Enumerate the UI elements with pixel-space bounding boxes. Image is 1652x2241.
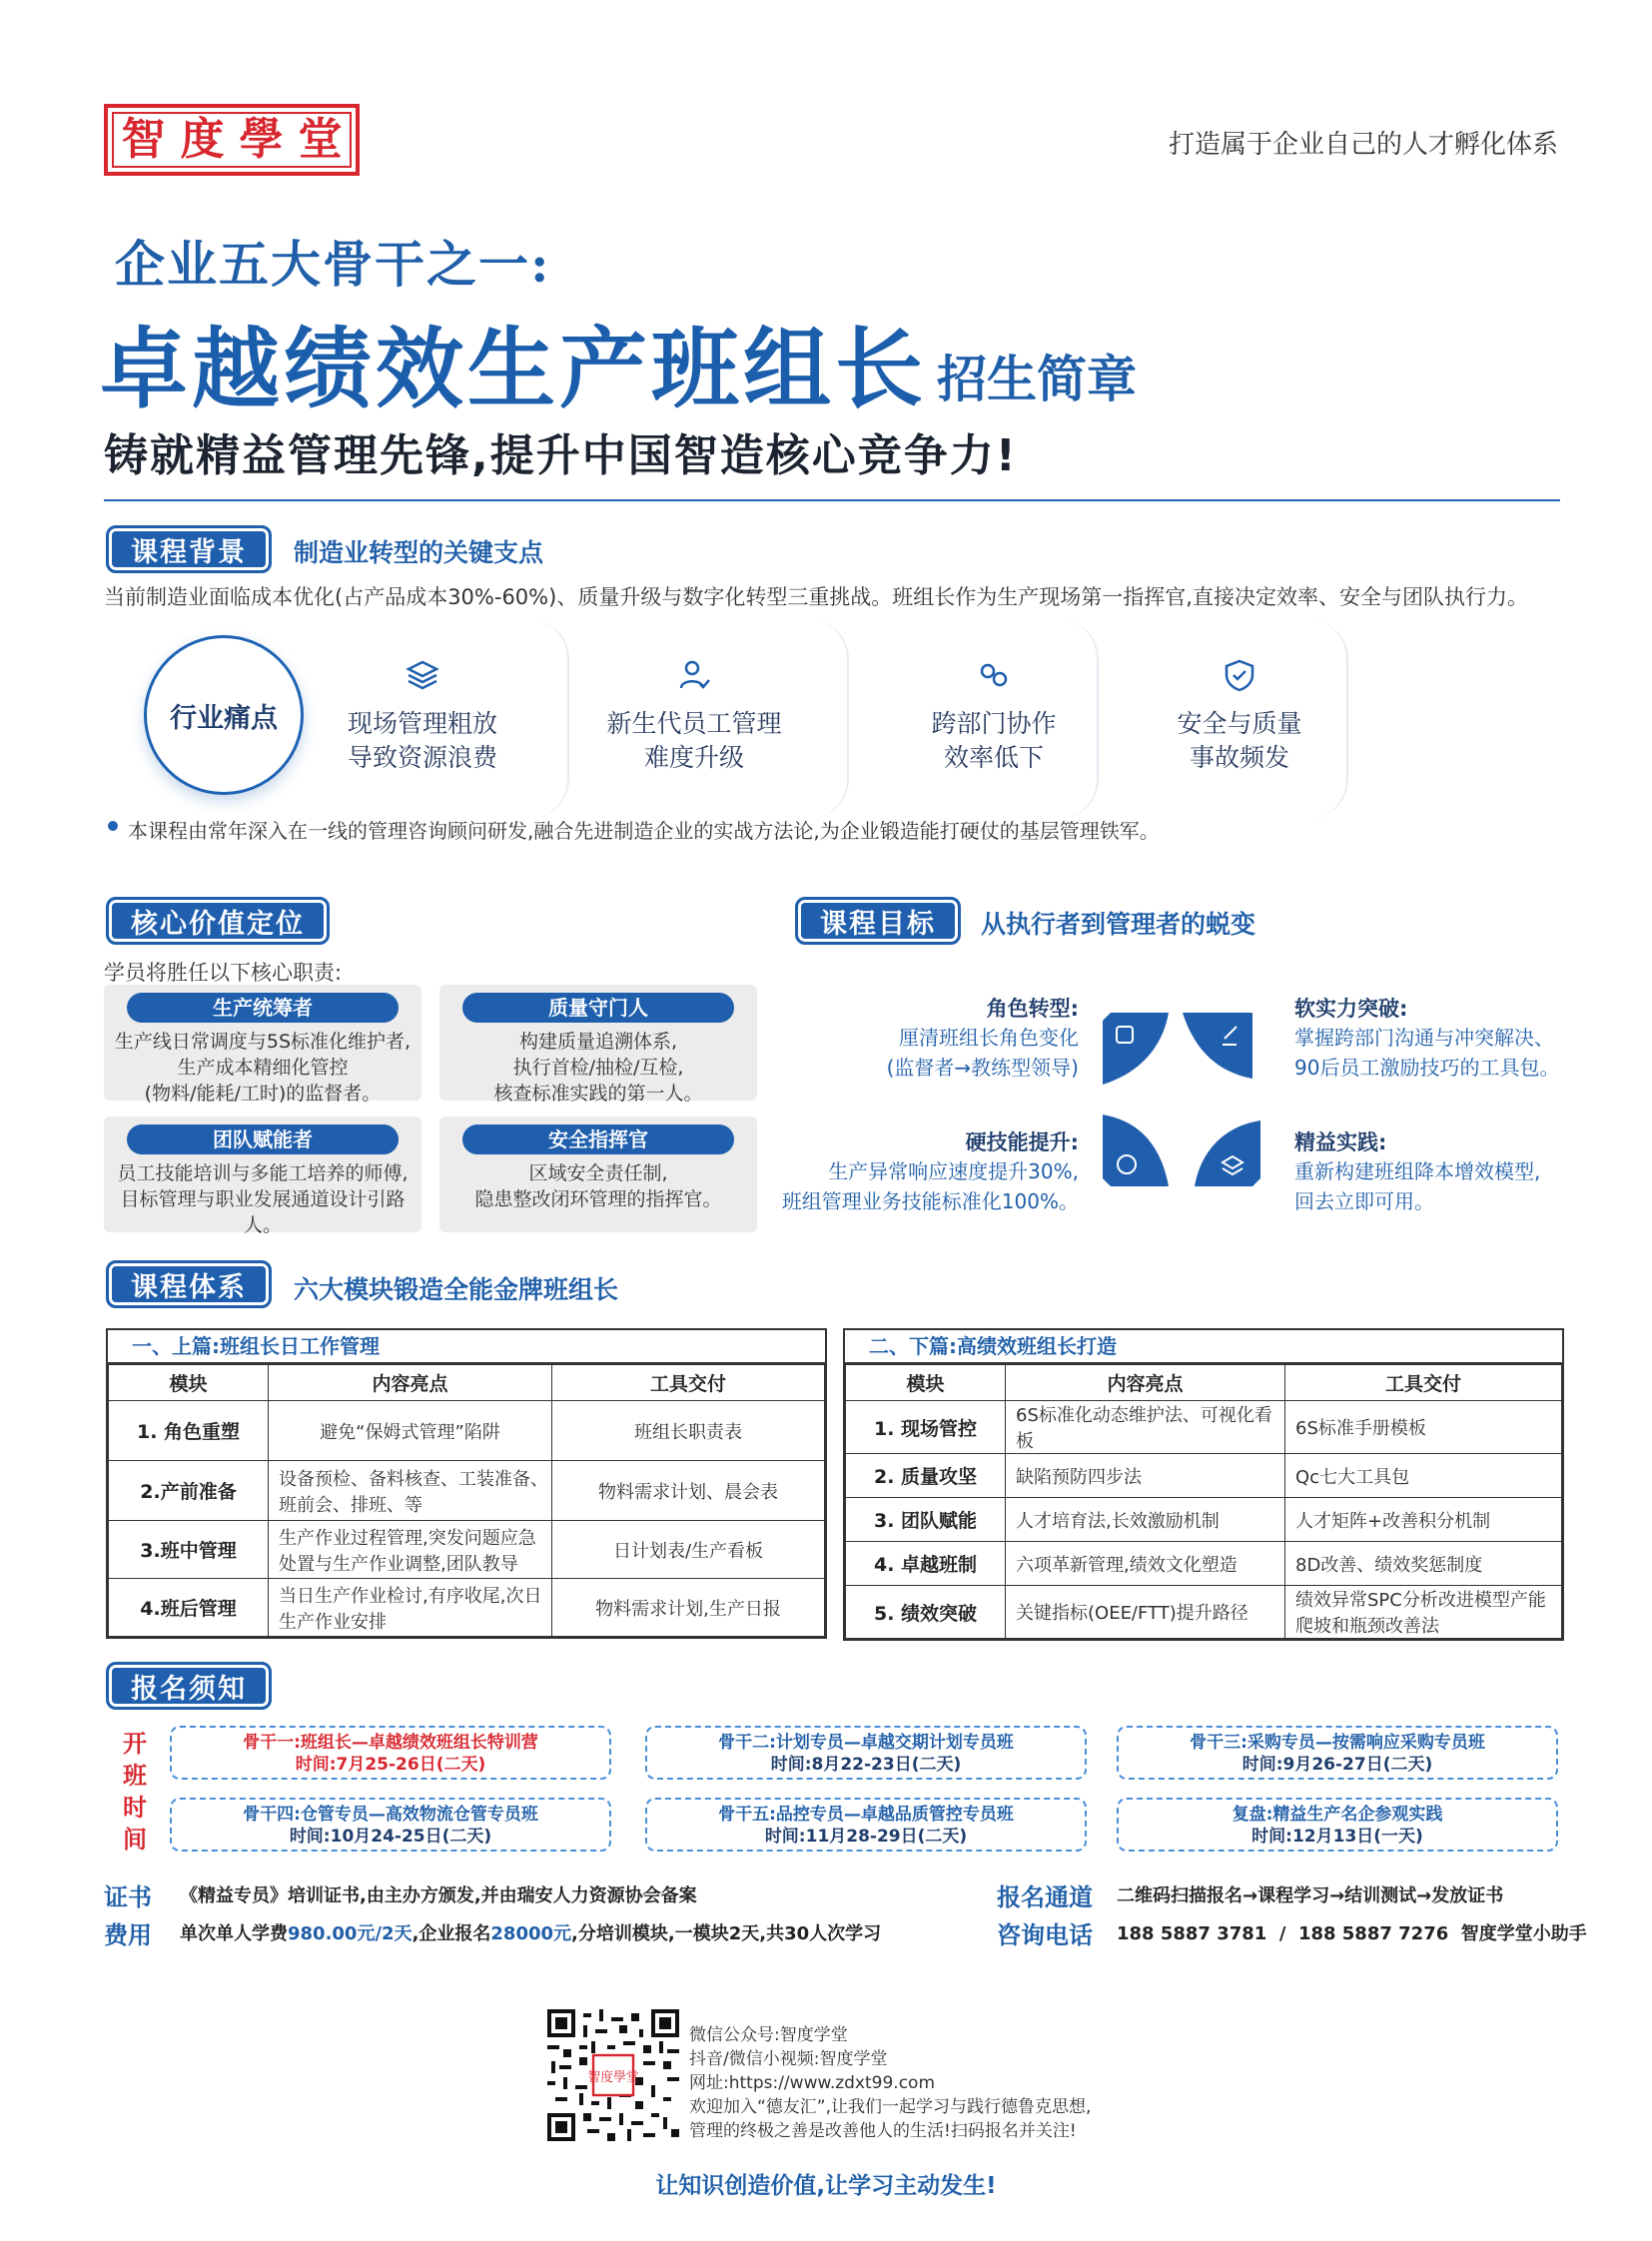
goal-title: 角色转型:: [986, 997, 1079, 1021]
role-line: 区域安全责任制,: [528, 1162, 668, 1184]
module-cell: 2.产前准备: [109, 1461, 269, 1521]
title-suffix: 招生简章: [937, 350, 1137, 408]
contact-line: 管理的终极之善是改善他人的生活!扫码报名并关注!: [689, 2121, 1077, 2141]
class-card: [1117, 1798, 1558, 1852]
module-cell: 1. 角色重塑: [109, 1401, 269, 1461]
fee-price: 28000元: [490, 1923, 572, 1944]
role-title: 安全指挥官: [462, 1124, 734, 1154]
brand-logo-text: [112, 112, 352, 168]
class-name: 骨干二:计划专员—卓越交期计划专员班: [718, 1733, 1014, 1753]
class-card: [645, 1798, 1087, 1852]
table-row: [846, 1498, 1562, 1542]
logo-char: 堂: [298, 114, 343, 165]
content-cell: 人才培育法,长效激励机制: [1006, 1498, 1285, 1542]
table-header-row: [846, 1365, 1562, 1401]
goal-item: [1294, 993, 1594, 1083]
goal-item: [779, 993, 1079, 1083]
table-row: [109, 1461, 825, 1521]
content-cell: 生产作业过程管理,突发问题应急处置与生产作业调整,团队教导: [269, 1521, 552, 1579]
channel-label: 报名通道: [997, 1883, 1093, 1911]
goal-line: 掌握跨部门沟通与冲突解决、: [1294, 1026, 1554, 1050]
class-name: 骨干五:品控专员—卓越品质管控专员班: [718, 1805, 1014, 1825]
module-cell: 4.班后管理: [109, 1579, 269, 1637]
class-name: 骨干一:班组长—卓越绩效班组长特训营: [243, 1733, 538, 1753]
fee-part: ,分培训模块,一模块2天,共30人次学习: [571, 1923, 882, 1944]
section-subtitle-goals: 从执行者到管理者的蜕变: [981, 910, 1256, 939]
curriculum-table-part1: [106, 1328, 827, 1639]
role-line: 核查标准实践的第一人。: [493, 1083, 703, 1105]
column-header: 模块: [846, 1365, 1006, 1401]
fee-part: ,企业报名: [412, 1923, 491, 1944]
link-icon: [976, 657, 1012, 693]
content-cell: 设备预检、备料核查、工装准备、班前会、排班、等: [269, 1461, 552, 1521]
role-title: 质量守门人: [462, 993, 734, 1023]
slogan: 铸就精益管理先锋,提升中国智造核心竞争力!: [104, 430, 1018, 481]
background-text: 当前制造业面临成本优化(占产品成本30%-60%)、质量升级与数字化转型三重挑战。班组长作为生产现场第一指挥官,直接决定效率、安全与团队执行力。: [104, 585, 1528, 609]
section-tag-registration: 报名须知: [106, 1662, 272, 1710]
role-line: 生产线日常调度与5S标准化维护者,: [114, 1031, 412, 1053]
role-line: 隐患整改闭环管理的指挥官。: [474, 1188, 722, 1210]
goal-item: [1294, 1126, 1594, 1216]
pre-title: 企业五大骨干之一:: [115, 235, 551, 294]
goal-item: [779, 1126, 1079, 1216]
role-line: 员工技能培训与多能工培养的师傅,: [117, 1162, 409, 1184]
fee-price: 980.00元/2天: [288, 1923, 413, 1944]
role-card: [439, 985, 757, 1105]
content-cell: 关键指标(OEE/FTT)提升路径: [1006, 1586, 1285, 1639]
pain-point: [579, 631, 809, 775]
role-card: [104, 985, 421, 1105]
fee-part: 单次单人学费: [180, 1923, 288, 1944]
column-header: 内容亮点: [1006, 1365, 1285, 1401]
divider-arc: [809, 619, 849, 819]
channel-text: 二维码扫描报名→课程学习→结训测试→发放证书: [1117, 1885, 1504, 1906]
phone-text: 188 5887 3781 / 188 5887 7276 智度学堂小助手: [1117, 1923, 1587, 1944]
contact-line: 抖音/微信小视频:智度学堂: [689, 2049, 888, 2069]
module-cell: 3. 团队赋能: [846, 1498, 1006, 1542]
user-check-icon: [676, 657, 712, 693]
class-card: [170, 1798, 611, 1852]
table-header-row: [109, 1365, 825, 1401]
pain-point-line1: 跨部门协作: [931, 709, 1057, 738]
logo-char: 度: [180, 114, 225, 165]
pain-point: [1125, 631, 1354, 775]
content-cell: 六项革新管理,绩效文化塑造: [1006, 1542, 1285, 1586]
class-card: [170, 1726, 611, 1780]
content-cell: 6S标准化动态维护法、可视化看板: [1006, 1401, 1285, 1454]
table-title: 一、上篇:班组长日工作管理: [108, 1330, 825, 1364]
contact-line: 微信公众号:智度学堂: [689, 2025, 848, 2045]
pain-point: [879, 631, 1109, 775]
section-tag-curriculum: 课程体系: [106, 1260, 272, 1308]
bullet-dot: [108, 821, 118, 831]
class-time: 时间:7月25-26日(二天): [295, 1755, 486, 1775]
tool-cell: 物料需求计划、晨会表: [552, 1461, 825, 1521]
role-line: 构建质量追溯体系,: [518, 1031, 678, 1053]
section-tag-background: 课程背景: [106, 525, 272, 573]
goal-title: 硬技能提升:: [965, 1130, 1079, 1154]
qr-code-icon: [547, 2009, 679, 2141]
goal-line: 回去立即可用。: [1294, 1189, 1434, 1213]
curriculum-table-part2: [843, 1328, 1564, 1641]
phone-label: 咨询电话: [997, 1921, 1093, 1949]
role-line: 生产成本精细化管控: [177, 1057, 349, 1079]
table-row: [846, 1586, 1562, 1639]
role-line: 执行首检/抽检/互检,: [512, 1057, 684, 1079]
layers-icon: [405, 657, 440, 693]
pain-point-line1: 现场管理粗放: [347, 709, 497, 738]
value-intro: 学员将胜任以下核心职责:: [104, 961, 343, 985]
goal-title: 软实力突破:: [1294, 997, 1408, 1021]
tool-cell: 班组长职责表: [552, 1401, 825, 1461]
qr-code[interactable]: [547, 2009, 679, 2141]
class-time: 时间:12月13日(一天): [1251, 1827, 1423, 1847]
pain-point-line2: 难度升级: [643, 743, 744, 772]
fee-label: 费用: [104, 1921, 152, 1949]
role-title: 生产统筹者: [127, 993, 399, 1023]
class-card: [645, 1726, 1087, 1780]
table-row: [109, 1579, 825, 1637]
section-subtitle-background: 制造业转型的关键支点: [294, 538, 544, 567]
module-cell: 4. 卓越班制: [846, 1542, 1006, 1586]
qr-stamp-text: 智度學堂: [587, 2070, 639, 2085]
table-row: [846, 1401, 1562, 1454]
column-header: 模块: [109, 1365, 269, 1401]
shield-check-icon: [1222, 657, 1257, 693]
role-card: [104, 1117, 421, 1236]
module-cell: 1. 现场管控: [846, 1401, 1006, 1454]
role-card: [439, 1117, 757, 1232]
certificate-text: 《精益专员》培训证书,由主办方颁发,并由瑞安人力资源协会备案: [180, 1885, 697, 1906]
goal-line: 重新构建班组降本增效模型,: [1294, 1159, 1541, 1183]
goal-title: 精益实践:: [1294, 1130, 1387, 1154]
section-tag-value: 核心价值定位: [106, 897, 330, 945]
contact-line[interactable]: 网址:https://www.zdxt99.com: [689, 2073, 936, 2093]
certificate-label: 证书: [104, 1883, 152, 1911]
column-header: 工具交付: [552, 1365, 825, 1401]
role-title: 团队赋能者: [127, 1124, 399, 1154]
table-row: [109, 1521, 825, 1579]
section-subtitle-curriculum: 六大模块锻造全能金牌班组长: [294, 1275, 619, 1304]
goal-line: 90后员工激励技巧的工具包。: [1294, 1056, 1560, 1080]
table-row: [109, 1401, 825, 1461]
pain-point-line2: 效率低下: [943, 743, 1044, 772]
tool-cell: Qc七大工具包: [1285, 1454, 1562, 1498]
pain-label-circle: 行业痛点: [144, 635, 304, 795]
logo-char: 學: [239, 114, 284, 165]
tool-cell: 日计划表/生产看板: [552, 1521, 825, 1579]
pain-point-line1: 新生代员工管理: [606, 709, 782, 738]
tool-cell: 人才矩阵+改善积分机制: [1285, 1498, 1562, 1542]
class-name: 骨干四:仓管专员—高效物流仓管专员班: [243, 1805, 538, 1825]
tool-cell: 8D改善、绩效奖惩制度: [1285, 1542, 1562, 1586]
pain-point: [308, 631, 537, 775]
table-row: [846, 1542, 1562, 1586]
class-time: 时间:8月22-23日(二天): [770, 1755, 962, 1775]
tool-cell: 6S标准手册模板: [1285, 1401, 1562, 1454]
fee-text: [180, 1919, 881, 1945]
module-cell: 3.班中管理: [109, 1521, 269, 1579]
contact-info: [689, 2023, 1091, 2143]
header-divider: [104, 499, 1560, 501]
column-header: 内容亮点: [269, 1365, 552, 1401]
table-title: 二、下篇:高绩效班组长打造: [845, 1330, 1562, 1364]
page-title: 卓越绩效生产班组长: [100, 317, 928, 420]
role-line: 目标管理与职业发展通道设计引路人。: [120, 1188, 406, 1236]
tool-cell: 物料需求计划,生产日报: [552, 1579, 825, 1637]
goal-line: 班组管理业务技能标准化100%。: [781, 1189, 1079, 1213]
class-time: 时间:9月26-27日(二天): [1241, 1755, 1433, 1775]
table-row: [846, 1454, 1562, 1498]
role-line: (物料/能耗/工时)的监督者。: [144, 1083, 382, 1105]
pain-point-line2: 导致资源浪费: [347, 743, 497, 772]
pain-point-line2: 事故频发: [1189, 743, 1289, 772]
column-header: 工具交付: [1285, 1365, 1562, 1401]
course-note: 本课程由常年深入在一线的管理咨询顾问研发,融合先进制造企业的实战方法论,为企业锻造能打硬仗的基层管理铁军。: [128, 819, 1160, 843]
header-tagline: 打造属于企业自己的人才孵化体系: [1168, 130, 1558, 160]
goal-line: (监督者→教练型领导): [886, 1056, 1079, 1080]
class-card: [1117, 1726, 1558, 1780]
content-cell: 当日生产作业检讨,有序收尾,次日生产作业安排: [269, 1579, 552, 1637]
footer-slogan: 让知识创造价值,让学习主动发生!: [655, 2173, 997, 2199]
content-cell: 避免“保姆式管理”陷阱: [269, 1401, 552, 1461]
class-time: 时间:11月28-29日(二天): [764, 1827, 968, 1847]
class-time: 时间:10月24-25日(二天): [289, 1827, 492, 1847]
section-tag-goals: 课程目标: [795, 897, 961, 945]
schedule-label: 开 班 时 间: [123, 1730, 147, 1854]
class-name: 复盘:精益生产名企参观实践: [1232, 1805, 1443, 1825]
module-cell: 5. 绩效突破: [846, 1586, 1006, 1639]
class-name: 骨干三:采购专员—按需响应采购专员班: [1190, 1733, 1485, 1753]
goal-cycle-diagram: [1097, 1007, 1266, 1192]
module-cell: 2. 质量攻坚: [846, 1454, 1006, 1498]
logo-char: 智: [121, 114, 166, 165]
brand-logo: [104, 104, 360, 176]
contact-line: 欢迎加入“德友汇”,让我们一起学习与践行德鲁克思想,: [689, 2097, 1092, 2117]
tool-cell: 绩效异常SPC分析改进模型产能爬坡和瓶颈改善法: [1285, 1586, 1562, 1639]
goal-line: 厘清班组长角色变化: [899, 1026, 1079, 1050]
pain-point-line1: 安全与质量: [1177, 709, 1302, 738]
content-cell: 缺陷预防四步法: [1006, 1454, 1285, 1498]
goal-line: 生产异常响应速度提升30%,: [828, 1159, 1079, 1183]
